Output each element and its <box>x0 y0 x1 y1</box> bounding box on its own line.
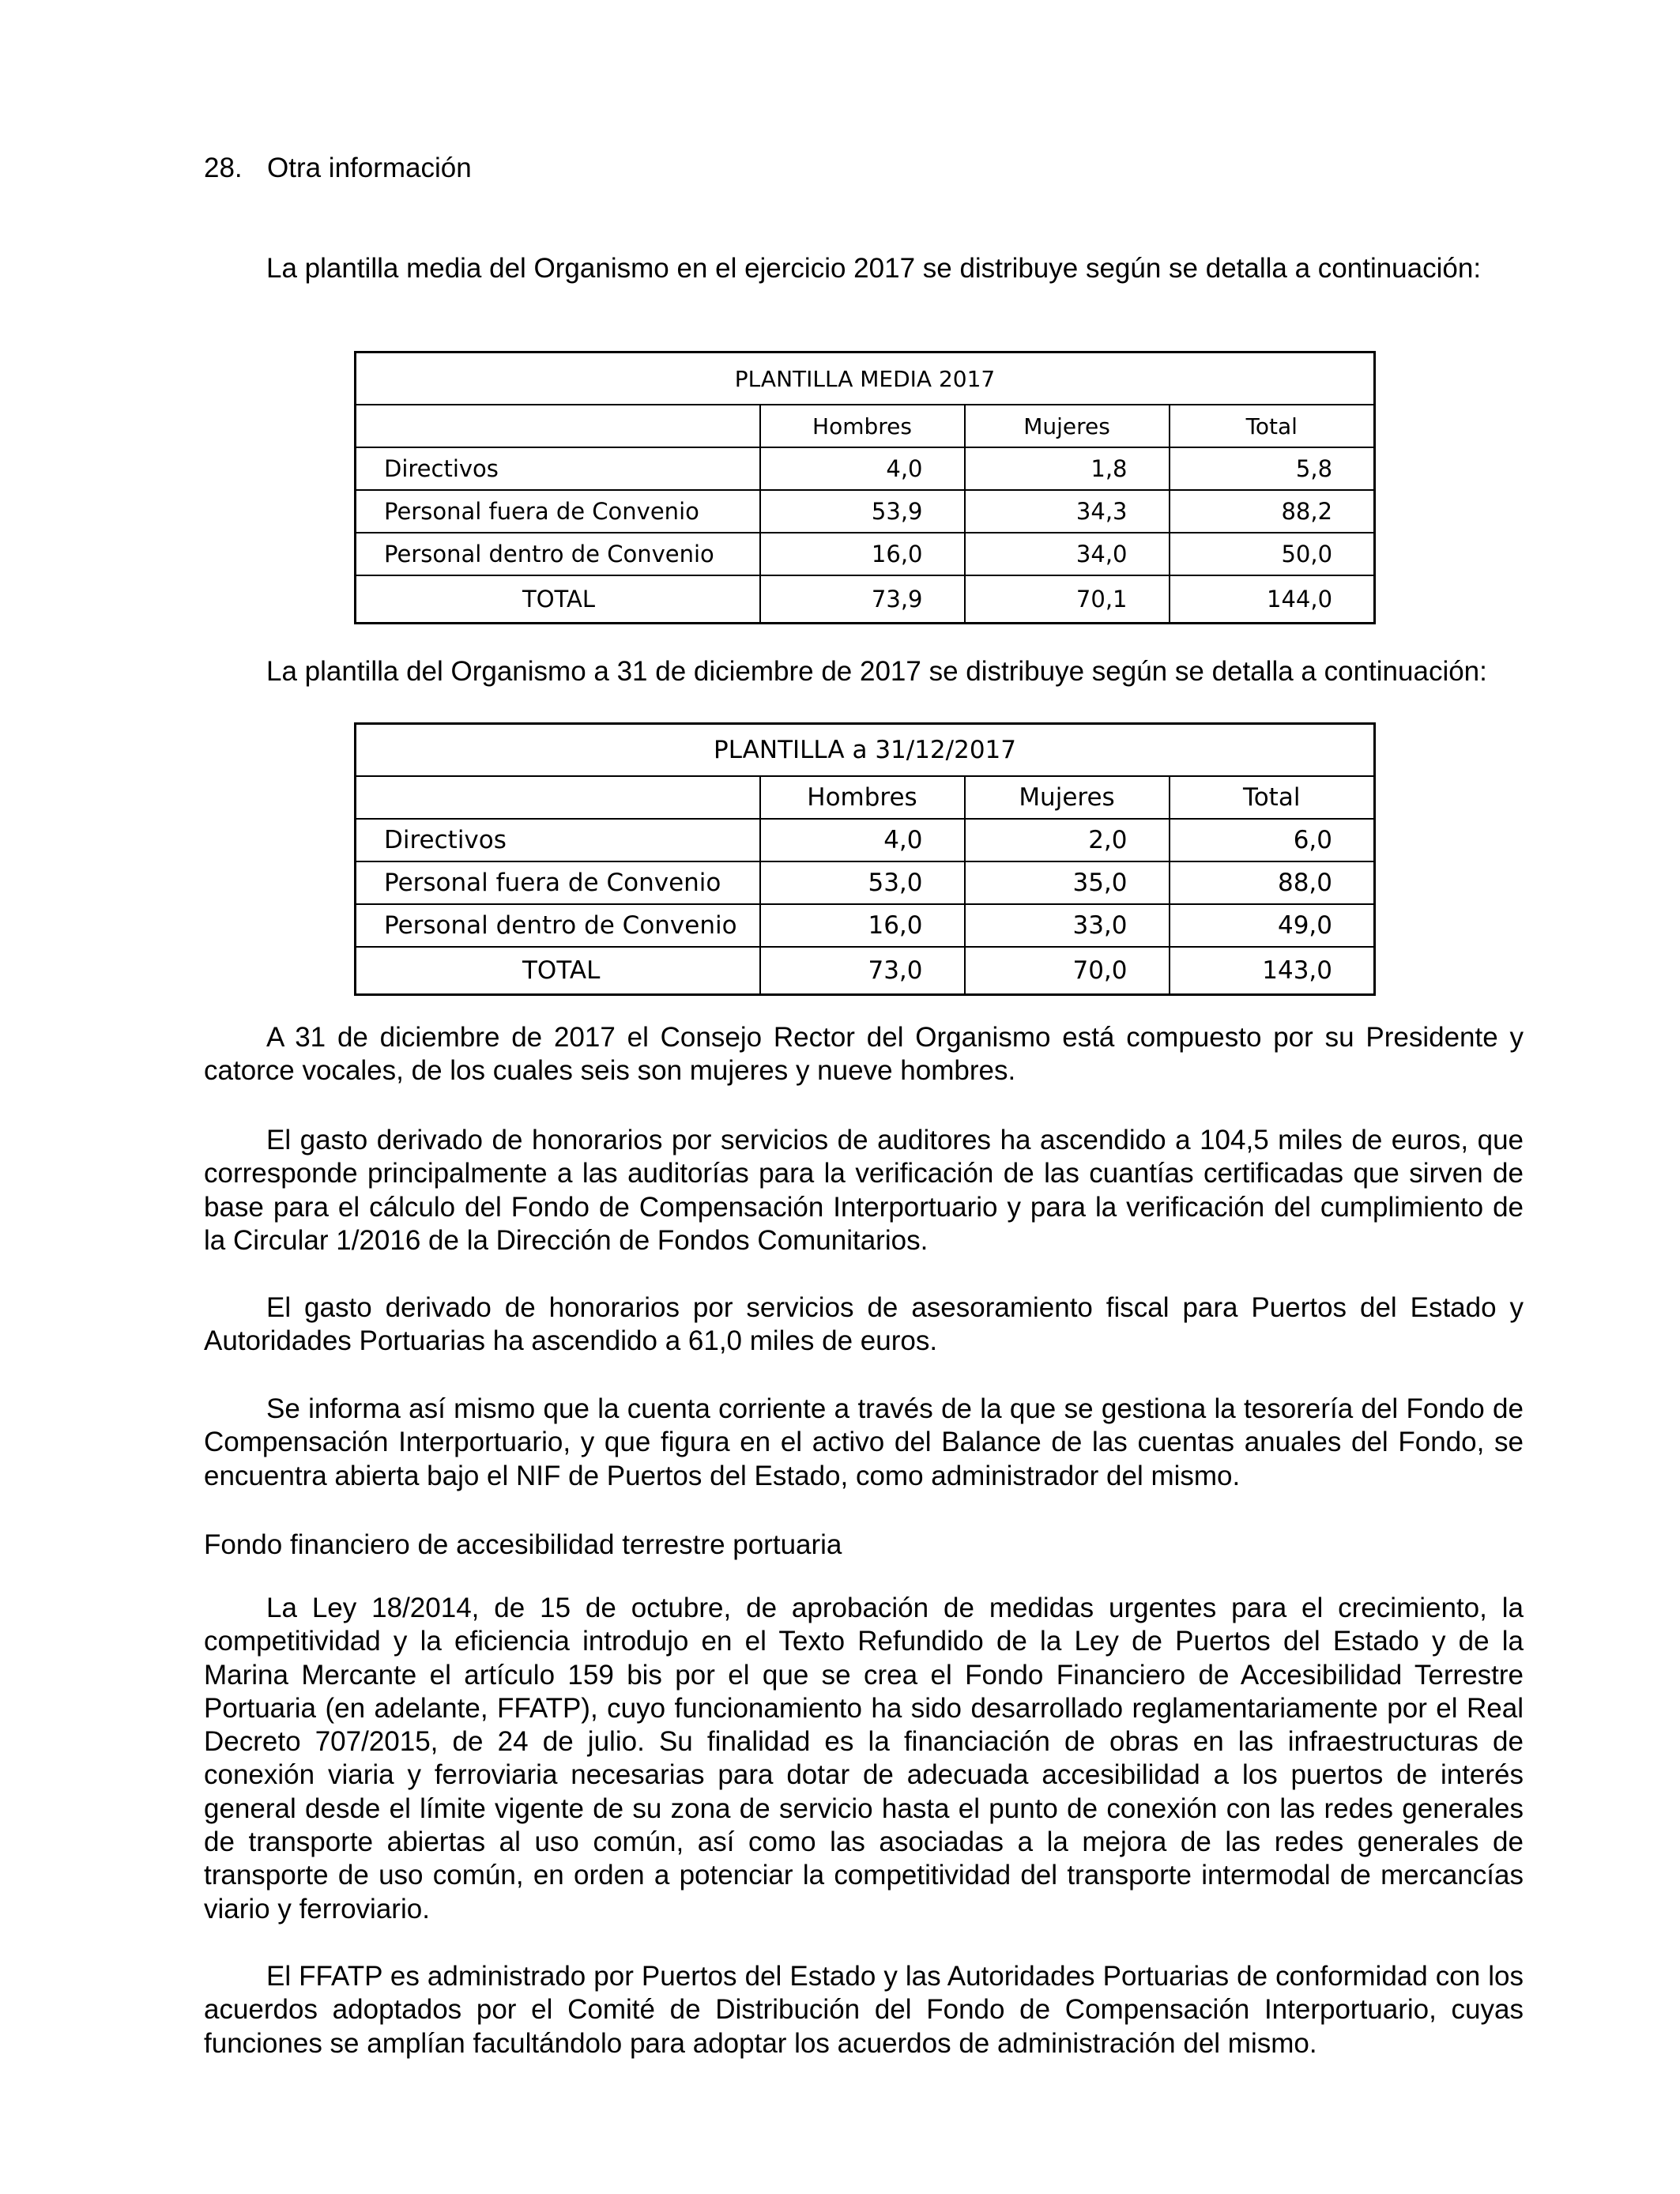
paragraph-honorarios-auditores: El gasto derivado de honorarios por servicios de auditores ha ascendido a 104,5 miles de euros, que corresponde principalmente a las auditorías para la verificación de las cuantías certificadas que sirven de base para el cálculo del Fondo de Compensación Interportuario y para la verificación del cumplimiento de la Circular 1/2016 de la Dirección de Fondos Comunitarios. <box>204 1125 1524 1256</box>
total-row <box>356 575 1375 624</box>
cell-hombres: 4,0 <box>760 819 965 861</box>
cell-mujeres: 33,0 <box>965 904 1170 947</box>
row-label-total: TOTAL <box>356 575 760 624</box>
table-row <box>356 861 1375 904</box>
intro-plantilla-media: La plantilla media del Organismo en el ejercicio 2017 se distribuye según se detalla a continuación: <box>266 253 1482 284</box>
paragraph-consejo-rector: A 31 de diciembre de 2017 el Consejo Rector del Organismo está compuesto por su Presidente y catorce vocales, de los cuales seis son mujeres y nueve hombres. <box>204 1022 1524 1087</box>
cell-mujeres: 1,8 <box>965 447 1170 490</box>
column-header-hombres: Hombres <box>760 405 965 447</box>
column-header-total: Total <box>1170 776 1375 819</box>
section-number: 28. <box>204 153 243 183</box>
column-header-total: Total <box>1170 405 1375 447</box>
cell-hombres: 73,0 <box>760 947 965 995</box>
cell-hombres: 53,9 <box>760 490 965 533</box>
row-label: Personal fuera de Convenio <box>356 490 760 533</box>
table-row <box>356 904 1375 947</box>
intro-plantilla-diciembre: La plantilla del Organismo a 31 de diciembre de 2017 se distribuye según se detalla a continuación: <box>266 656 1487 687</box>
plantilla-media-table <box>354 351 1376 624</box>
cell-total: 144,0 <box>1170 575 1375 624</box>
row-label: Directivos <box>356 447 760 490</box>
cell-total: 143,0 <box>1170 947 1375 995</box>
cell-mujeres: 34,3 <box>965 490 1170 533</box>
table-row <box>356 819 1375 861</box>
table-caption: PLANTILLA MEDIA 2017 <box>356 352 1375 405</box>
cell-total: 88,0 <box>1170 861 1375 904</box>
cell-mujeres: 70,1 <box>965 575 1170 624</box>
cell-hombres: 53,0 <box>760 861 965 904</box>
section-title: Otra información <box>267 153 472 183</box>
row-label: Directivos <box>356 819 760 861</box>
row-label: Personal fuera de Convenio <box>356 861 760 904</box>
subheading-fondo-financiero: Fondo financiero de accesibilidad terrestre portuaria <box>204 1529 842 1560</box>
cell-hombres: 16,0 <box>760 533 965 575</box>
cell-hombres: 4,0 <box>760 447 965 490</box>
cell-mujeres: 35,0 <box>965 861 1170 904</box>
cell-mujeres: 70,0 <box>965 947 1170 995</box>
cell-total: 88,2 <box>1170 490 1375 533</box>
header-empty-cell <box>356 776 760 819</box>
cell-total: 49,0 <box>1170 904 1375 947</box>
paragraph-cuenta-corriente: Se informa así mismo que la cuenta corriente a través de la que se gestiona la tesorería del Fondo de Compensación Interportuario, y que figura en el activo del Balance de las cuentas anuales del Fondo, se encuentra abierta bajo el NIF de Puertos del Estado, como administrador del mismo. <box>204 1393 1524 1491</box>
cell-hombres: 16,0 <box>760 904 965 947</box>
table-row <box>356 533 1375 575</box>
row-label: Personal dentro de Convenio <box>356 904 760 947</box>
section-heading <box>204 150 472 187</box>
cell-mujeres: 34,0 <box>965 533 1170 575</box>
column-header-mujeres: Mujeres <box>965 405 1170 447</box>
paragraph-ley-18-2014: La Ley 18/2014, de 15 de octubre, de aprobación de medidas urgentes para el crecimiento, la competitividad y la eficiencia introdujo en el Texto Refundido de la Ley de Puertos del Estado y de la Marina Mercante el artículo 159 bis por el que se crea el Fondo Financiero de Accesibilidad Terrestre Portuaria (en adelante, FFATP), cuyo funcionamiento ha sido desarrollado reglamentariamente por el Real Decreto 707/2015, de 24 de julio. Su finalidad es la financiación de obras en las infraestructuras de conexión viaria y ferroviaria necesarias para dotar de adecuada accesibilidad a los puertos de interés general desde el límite vigente de su zona de servicio hasta el punto de conexión con las redes generales de transporte abiertas al uso común, así como las asociadas a la mejora de las redes generales de transporte de uso común, en orden a potenciar la competitividad del transporte intermodal de mercancías viario y ferroviario. <box>204 1593 1524 1924</box>
plantilla-diciembre-table <box>354 722 1376 996</box>
paragraph-asesoramiento-fiscal: El gasto derivado de honorarios por servicios de asesoramiento fiscal para Puertos del Estado y Autoridades Portuarias ha ascendido a 61,0 miles de euros. <box>204 1292 1524 1357</box>
paragraph-ffatp-administracion: El FFATP es administrado por Puertos del Estado y las Autoridades Portuarias de conformidad con los acuerdos adoptados por el Comité de Distribución del Fondo de Compensación Interportuario, cuyas funciones se amplían facultándolo para adoptar los acuerdos de administración del mismo. <box>204 1961 1524 2059</box>
cell-total: 5,8 <box>1170 447 1375 490</box>
cell-hombres: 73,9 <box>760 575 965 624</box>
cell-total: 6,0 <box>1170 819 1375 861</box>
row-label: Personal dentro de Convenio <box>356 533 760 575</box>
table-row <box>356 490 1375 533</box>
column-header-mujeres: Mujeres <box>965 776 1170 819</box>
cell-total: 50,0 <box>1170 533 1375 575</box>
header-empty-cell <box>356 405 760 447</box>
row-label-total: TOTAL <box>356 947 760 995</box>
column-header-hombres: Hombres <box>760 776 965 819</box>
table-caption: PLANTILLA a 31/12/2017 <box>356 724 1375 777</box>
table-row <box>356 447 1375 490</box>
total-row <box>356 947 1375 995</box>
cell-mujeres: 2,0 <box>965 819 1170 861</box>
